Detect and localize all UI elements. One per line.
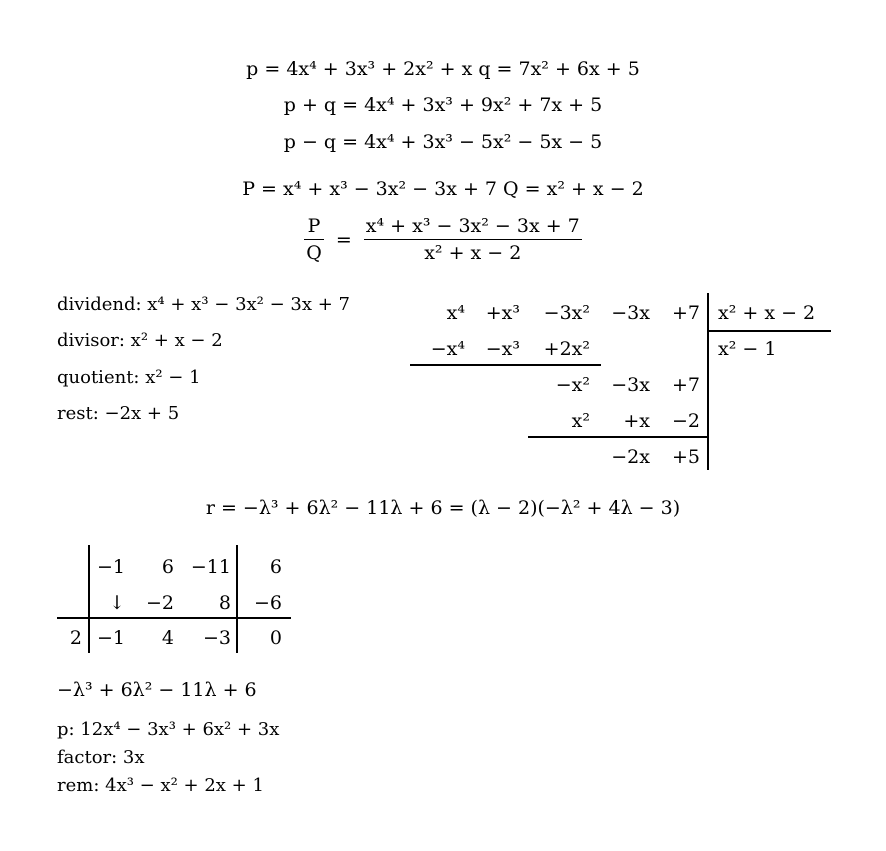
ld-r1-c1: x⁴: [446, 302, 465, 324]
quotient-label: quotient: x² − 1: [57, 367, 201, 388]
sd-r3-c1: −1: [96, 627, 125, 649]
sd-r1-c1: −1: [96, 556, 125, 578]
sd-left-vertical-line: [88, 545, 90, 653]
fraction-rhs-numerator: x⁴ + x³ − 3x² − 3x + 7: [364, 215, 582, 240]
ld-r2-c3: +2x²: [543, 338, 590, 360]
rem-label: rem: 4x³ − x² + 2x + 1: [57, 775, 264, 796]
ld-r1-c4: −3x: [611, 302, 650, 324]
sd-root: 2: [69, 627, 82, 649]
sd-r2-c3: 8: [218, 592, 231, 614]
factor-label: factor: 3x: [57, 747, 145, 768]
fraction-rhs-denominator: x² + x − 2: [424, 242, 522, 264]
sd-r1-c2: 6: [161, 556, 174, 578]
sd-r3-c4: 0: [269, 627, 282, 649]
sd-arrow: ↓: [109, 592, 125, 614]
eq-p-minus-q: p − q = 4x⁴ + 3x³ − 5x² − 5x − 5: [283, 131, 603, 153]
ld-r1-c5: +7: [671, 302, 700, 324]
fraction-rhs: [364, 215, 582, 264]
ld-r1-c3: −3x²: [543, 302, 590, 324]
ld-r2-c2: −x³: [485, 338, 520, 360]
eq-P-Q: P = x⁴ + x³ − 3x² − 3x + 7 Q = x² + x − 2: [242, 178, 644, 200]
ld-r2-c1: −x⁴: [430, 338, 465, 360]
rest-label: rest: −2x + 5: [57, 403, 180, 424]
sd-r2-c2: −2: [145, 592, 174, 614]
r-equation: r = −λ³ + 6λ² − 11λ + 6 = (λ − 2)(−λ² + 4λ − 3): [205, 497, 681, 519]
sd-r1-c3: −11: [190, 556, 231, 578]
dividend-label: dividend: x⁴ + x³ − 3x² − 3x + 7: [57, 294, 350, 315]
eq-p-q: p = 4x⁴ + 3x³ + 2x² + x q = 7x² + 6x + 5: [246, 58, 640, 80]
ld-r5-c5: +5: [671, 446, 700, 468]
fraction-equals: =: [335, 228, 352, 251]
fraction-lhs-denominator: Q: [306, 242, 322, 264]
poly-line: −λ³ + 6λ² − 11λ + 6: [57, 679, 257, 701]
sd-r2-c4: −6: [253, 592, 282, 614]
sd-r1-c4: 6: [269, 556, 282, 578]
sd-r3-c3: −3: [202, 627, 231, 649]
p-label: p: 12x⁴ − 3x³ + 6x² + 3x: [57, 719, 280, 740]
sd-horizontal-line: [57, 617, 291, 619]
ld-r3-c5: +7: [671, 374, 700, 396]
ld-subtract-line-1: [410, 364, 601, 366]
sd-right-vertical-line: [236, 545, 238, 653]
fraction-lhs-numerator: P: [304, 215, 324, 240]
ld-divisor: x² + x − 2: [718, 302, 816, 324]
ld-r5-c4: −2x: [611, 446, 650, 468]
ld-r4-c4: +x: [623, 410, 650, 432]
ld-divisor-line: [707, 330, 831, 332]
ld-r4-c3: x²: [571, 410, 590, 432]
ld-quotient: x² − 1: [718, 338, 777, 360]
fraction-equation: [0, 215, 886, 264]
ld-r1-c2: +x³: [485, 302, 520, 324]
eq-p-plus-q: p + q = 4x⁴ + 3x³ + 9x² + 7x + 5: [283, 94, 603, 116]
ld-r3-c3: −x²: [555, 374, 590, 396]
fraction-lhs: [304, 215, 324, 264]
ld-r4-c5: −2: [671, 410, 700, 432]
sd-r3-c2: 4: [161, 627, 174, 649]
ld-r3-c4: −3x: [611, 374, 650, 396]
ld-subtract-line-2: [528, 436, 709, 438]
divisor-label: divisor: x² + x − 2: [57, 330, 223, 351]
ld-vertical-line: [707, 293, 709, 470]
